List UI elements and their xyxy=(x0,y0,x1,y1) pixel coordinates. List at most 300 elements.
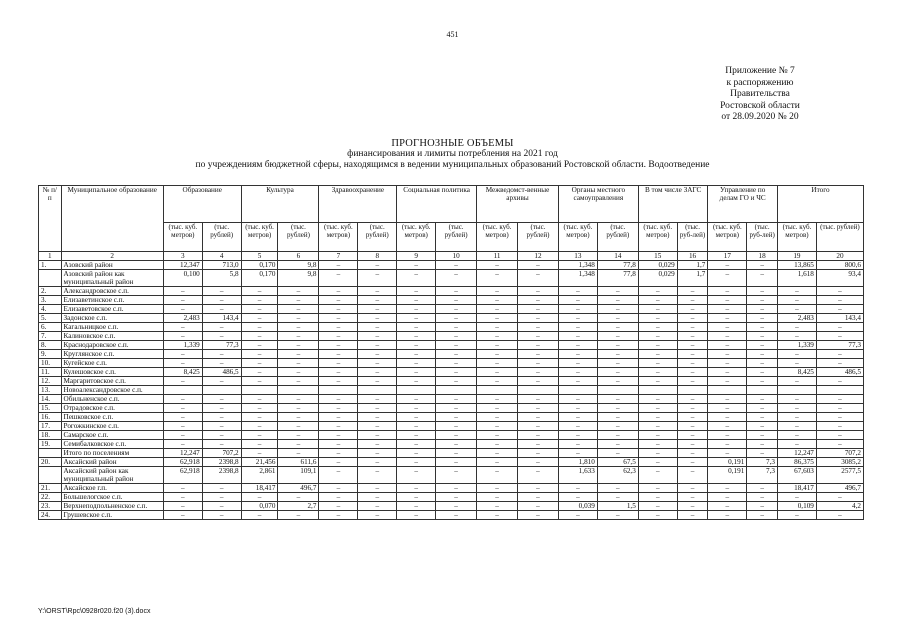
table-cell: – xyxy=(597,511,638,520)
table-cell: – xyxy=(202,404,241,413)
column-number: 14 xyxy=(597,252,638,261)
table-cell: – xyxy=(358,377,397,386)
table-row xyxy=(39,323,864,332)
table-cell: – xyxy=(477,261,518,270)
table-cell: – xyxy=(319,270,358,287)
table-cell: 12,247 xyxy=(777,449,816,458)
table-cell: – xyxy=(278,404,319,413)
table-cell: – xyxy=(319,458,358,467)
table-cell: – xyxy=(319,359,358,368)
table-row xyxy=(39,386,864,395)
table-cell: – xyxy=(319,502,358,511)
table-cell: – xyxy=(677,314,708,323)
table-row xyxy=(39,296,864,305)
table-cell: – xyxy=(558,422,597,431)
row-number xyxy=(39,449,62,458)
table-cell: – xyxy=(358,332,397,341)
table-cell: – xyxy=(397,359,436,368)
table-cell: – xyxy=(558,323,597,332)
table-cell xyxy=(477,386,518,395)
table-cell: – xyxy=(319,377,358,386)
table-cell: – xyxy=(597,341,638,350)
table-cell: 0,191 xyxy=(708,467,747,484)
table-cell: – xyxy=(202,422,241,431)
municipality-name: Обильненское с.п. xyxy=(61,395,163,404)
table-cell: – xyxy=(518,413,559,422)
table-cell: – xyxy=(397,431,436,440)
table-cell: – xyxy=(708,413,747,422)
table-cell xyxy=(816,386,863,395)
table-cell: – xyxy=(358,431,397,440)
column-number: 6 xyxy=(278,252,319,261)
row-number: 12. xyxy=(39,377,62,386)
table-cell: – xyxy=(202,395,241,404)
table-cell: – xyxy=(397,511,436,520)
table-cell: – xyxy=(638,332,677,341)
table-cell: – xyxy=(677,305,708,314)
table-cell: – xyxy=(358,287,397,296)
table-cell: – xyxy=(278,287,319,296)
table-cell: – xyxy=(816,296,863,305)
table-cell: – xyxy=(358,323,397,332)
table-cell xyxy=(436,386,477,395)
table-cell: 2,861 xyxy=(241,467,278,484)
table-cell xyxy=(163,386,202,395)
table-cell: – xyxy=(278,296,319,305)
table-cell: – xyxy=(397,261,436,270)
table-cell: – xyxy=(708,314,747,323)
municipality-name: Калиновское с.п. xyxy=(61,332,163,341)
table-cell: – xyxy=(558,314,597,323)
table-cell: – xyxy=(397,305,436,314)
table-cell: 1,7 xyxy=(677,270,708,287)
table-cell: – xyxy=(163,359,202,368)
table-cell: – xyxy=(777,431,816,440)
table-cell: – xyxy=(597,305,638,314)
table-cell: – xyxy=(319,413,358,422)
table-cell: – xyxy=(278,431,319,440)
table-cell: 62,918 xyxy=(163,467,202,484)
table-row xyxy=(39,332,864,341)
table-cell: – xyxy=(202,323,241,332)
table-cell: – xyxy=(518,368,559,377)
table-cell: 2398,8 xyxy=(202,458,241,467)
municipality-name: Итого по поселениям xyxy=(61,449,163,458)
table-row xyxy=(39,261,864,270)
table-cell: – xyxy=(241,287,278,296)
table-cell: – xyxy=(397,323,436,332)
table-cell: – xyxy=(436,350,477,359)
table-cell: – xyxy=(747,350,778,359)
table-cell: – xyxy=(816,440,863,449)
appendix-block xyxy=(695,66,825,124)
table-cell: – xyxy=(558,511,597,520)
table-cell: – xyxy=(708,287,747,296)
table-cell: – xyxy=(638,502,677,511)
table-cell: – xyxy=(777,287,816,296)
table-row xyxy=(39,493,864,502)
table-row xyxy=(39,377,864,386)
column-number: 3 xyxy=(163,252,202,261)
table-cell: – xyxy=(518,261,559,270)
table-cell: – xyxy=(518,341,559,350)
table-cell: – xyxy=(477,484,518,493)
table-cell: – xyxy=(518,431,559,440)
table-cell: – xyxy=(677,449,708,458)
table-cell: – xyxy=(518,404,559,413)
table-cell: 1,339 xyxy=(163,341,202,350)
table-cell: – xyxy=(477,404,518,413)
table-cell: – xyxy=(278,341,319,350)
table-cell: – xyxy=(638,404,677,413)
table-cell: 611,6 xyxy=(278,458,319,467)
table-cell: – xyxy=(436,440,477,449)
table-cell: – xyxy=(163,511,202,520)
table-row xyxy=(39,350,864,359)
table-cell: – xyxy=(477,422,518,431)
table-cell: – xyxy=(241,332,278,341)
table-cell xyxy=(677,386,708,395)
table-cell: – xyxy=(241,341,278,350)
table-cell: – xyxy=(708,449,747,458)
table-cell: – xyxy=(358,493,397,502)
table-cell: – xyxy=(436,458,477,467)
table-cell: – xyxy=(708,261,747,270)
table-cell: – xyxy=(202,350,241,359)
table-cell: – xyxy=(747,493,778,502)
column-number: 20 xyxy=(816,252,863,261)
table-cell: – xyxy=(518,359,559,368)
table-cell: – xyxy=(677,511,708,520)
table-cell: – xyxy=(677,493,708,502)
table-cell: 62,3 xyxy=(597,467,638,484)
table-cell: 1,5 xyxy=(597,502,638,511)
table-cell: 0,039 xyxy=(558,502,597,511)
table-cell: – xyxy=(777,350,816,359)
table-cell: – xyxy=(518,502,559,511)
table-cell: – xyxy=(708,422,747,431)
table-cell: – xyxy=(477,305,518,314)
column-number: 16 xyxy=(677,252,708,261)
table-cell: – xyxy=(518,270,559,287)
table-cell: – xyxy=(477,502,518,511)
header-unit: (тыс. рублей) xyxy=(816,223,863,252)
table-cell: – xyxy=(638,413,677,422)
table-cell: – xyxy=(436,467,477,484)
table-cell: – xyxy=(518,467,559,484)
data-table xyxy=(38,185,864,520)
table-cell: – xyxy=(278,359,319,368)
table-cell: – xyxy=(747,484,778,493)
table-row xyxy=(39,467,864,484)
table-row xyxy=(39,341,864,350)
table-cell: – xyxy=(436,332,477,341)
table-row xyxy=(39,449,864,458)
table-cell: – xyxy=(518,422,559,431)
table-cell: – xyxy=(638,287,677,296)
header-unit: (тыс. рублей) xyxy=(278,223,319,252)
table-cell: – xyxy=(708,484,747,493)
table-cell: – xyxy=(597,368,638,377)
table-cell: – xyxy=(319,493,358,502)
table-cell: – xyxy=(436,511,477,520)
table-cell: – xyxy=(436,502,477,511)
header-unit: (тыс. куб. метров) xyxy=(319,223,358,252)
table-cell: – xyxy=(558,332,597,341)
table-cell xyxy=(202,386,241,395)
table-row xyxy=(39,502,864,511)
row-number: 18. xyxy=(39,431,62,440)
header-group: Межведомст-венные архивы xyxy=(477,186,559,223)
table-cell: – xyxy=(241,511,278,520)
table-cell: 8,425 xyxy=(163,368,202,377)
table-cell: – xyxy=(436,413,477,422)
table-cell: – xyxy=(777,404,816,413)
table-cell: – xyxy=(319,484,358,493)
header-group: Итого xyxy=(777,186,863,223)
table-cell: – xyxy=(708,431,747,440)
row-number: 1. xyxy=(39,261,62,270)
table-cell: – xyxy=(319,350,358,359)
table-cell: – xyxy=(436,422,477,431)
table-cell: 9,8 xyxy=(278,261,319,270)
table-cell: – xyxy=(816,287,863,296)
table-cell: – xyxy=(358,314,397,323)
table-cell: – xyxy=(747,377,778,386)
table-cell: – xyxy=(597,350,638,359)
table-cell: 7,3 xyxy=(747,458,778,467)
table-cell: – xyxy=(358,484,397,493)
table-cell: – xyxy=(777,440,816,449)
table-cell: – xyxy=(319,422,358,431)
table-cell: – xyxy=(477,440,518,449)
table-cell: – xyxy=(558,440,597,449)
table-cell: – xyxy=(202,287,241,296)
table-cell: – xyxy=(677,484,708,493)
table-cell xyxy=(397,386,436,395)
header-unit: (тыс. куб. метров) xyxy=(397,223,436,252)
table-cell: – xyxy=(436,270,477,287)
table-cell: – xyxy=(163,305,202,314)
header-group: В том числе ЗАГС xyxy=(638,186,708,223)
table-cell: – xyxy=(816,359,863,368)
table-cell: – xyxy=(358,404,397,413)
table-cell: 713,0 xyxy=(202,261,241,270)
table-cell: – xyxy=(747,511,778,520)
table-cell xyxy=(597,386,638,395)
table-cell: – xyxy=(747,323,778,332)
table-cell: 0,170 xyxy=(241,261,278,270)
table-cell: – xyxy=(708,305,747,314)
header-group: Образование xyxy=(163,186,241,223)
table-cell: – xyxy=(677,502,708,511)
table-cell: 77,8 xyxy=(597,270,638,287)
table-cell: – xyxy=(397,467,436,484)
table-cell: – xyxy=(397,395,436,404)
table-cell: – xyxy=(278,511,319,520)
table-cell: – xyxy=(319,287,358,296)
table-cell: – xyxy=(747,502,778,511)
table-cell: – xyxy=(319,440,358,449)
table-cell: – xyxy=(638,314,677,323)
table-cell: – xyxy=(358,502,397,511)
header-unit: (тыс. куб. метров) xyxy=(708,223,747,252)
table-cell: – xyxy=(163,493,202,502)
table-cell: – xyxy=(319,449,358,458)
table-cell: – xyxy=(319,323,358,332)
municipality-name: Задонское с.п. xyxy=(61,314,163,323)
column-number: 1 xyxy=(39,252,62,261)
table-cell: – xyxy=(558,493,597,502)
table-cell: – xyxy=(241,359,278,368)
table-cell: – xyxy=(518,314,559,323)
municipality-name: Аксайский район xyxy=(61,458,163,467)
table-cell: – xyxy=(319,305,358,314)
row-number: 22. xyxy=(39,493,62,502)
table-cell: – xyxy=(319,314,358,323)
table-cell: – xyxy=(202,413,241,422)
municipality-name: Новоалександровское с.п. xyxy=(61,386,163,395)
table-cell: – xyxy=(597,296,638,305)
table-cell: – xyxy=(319,296,358,305)
table-cell: – xyxy=(358,270,397,287)
header-unit: (тыс. куб. метров) xyxy=(163,223,202,252)
table-cell: – xyxy=(708,395,747,404)
table-cell: – xyxy=(558,287,597,296)
row-number xyxy=(39,270,62,287)
appendix-line: Правительства xyxy=(730,89,790,99)
table-cell: – xyxy=(278,305,319,314)
table-cell: – xyxy=(436,493,477,502)
municipality-name: Кагальницкое с.п. xyxy=(61,323,163,332)
table-cell: – xyxy=(358,359,397,368)
table-cell: 2,7 xyxy=(278,502,319,511)
column-number: 9 xyxy=(397,252,436,261)
table-cell: – xyxy=(518,484,559,493)
header-group: Здравоохранение xyxy=(319,186,397,223)
table-cell: – xyxy=(518,350,559,359)
table-cell: 2398,8 xyxy=(202,467,241,484)
table-cell: – xyxy=(319,395,358,404)
header-unit: (тыс. куб. метров) xyxy=(777,223,816,252)
table-cell: – xyxy=(638,296,677,305)
table-cell: – xyxy=(358,395,397,404)
table-cell: – xyxy=(278,314,319,323)
table-cell: 12,347 xyxy=(163,261,202,270)
table-cell: 1,348 xyxy=(558,270,597,287)
table-cell: – xyxy=(597,404,638,413)
table-cell: – xyxy=(358,413,397,422)
municipality-name: Азовский район xyxy=(61,261,163,270)
table-cell: – xyxy=(436,287,477,296)
table-cell: – xyxy=(241,404,278,413)
table-cell: – xyxy=(163,413,202,422)
table-cell: – xyxy=(518,511,559,520)
row-number: 7. xyxy=(39,332,62,341)
table-cell: 1,339 xyxy=(777,341,816,350)
table-cell: – xyxy=(558,484,597,493)
row-number: 13. xyxy=(39,386,62,395)
table-cell: 0,191 xyxy=(708,458,747,467)
table-cell: – xyxy=(638,350,677,359)
table-cell: – xyxy=(163,440,202,449)
table-cell: – xyxy=(777,511,816,520)
table-row xyxy=(39,287,864,296)
table-cell: 0,100 xyxy=(163,270,202,287)
table-cell: – xyxy=(477,493,518,502)
table-cell: – xyxy=(436,368,477,377)
appendix-line: Ростовской области xyxy=(720,100,800,111)
table-cell: – xyxy=(163,323,202,332)
table-cell: 21,456 xyxy=(241,458,278,467)
table-cell: 1,633 xyxy=(558,467,597,484)
table-cell: – xyxy=(518,332,559,341)
header-unit: (тыс. рублей) xyxy=(358,223,397,252)
table-cell: – xyxy=(436,431,477,440)
table-cell: – xyxy=(816,422,863,431)
header-unit: (тыс. рублей) xyxy=(202,223,241,252)
table-cell: – xyxy=(597,422,638,431)
row-number: 15. xyxy=(39,404,62,413)
table-cell: 13,865 xyxy=(777,261,816,270)
column-number: 5 xyxy=(241,252,278,261)
table-cell: 0,029 xyxy=(638,270,677,287)
municipality-name: Маргаритовское с.п. xyxy=(61,377,163,386)
column-number: 17 xyxy=(708,252,747,261)
table-cell: – xyxy=(708,350,747,359)
row-number: 21. xyxy=(39,484,62,493)
table-cell xyxy=(241,386,278,395)
column-number: 19 xyxy=(777,252,816,261)
table-cell: – xyxy=(241,440,278,449)
table-cell: – xyxy=(202,305,241,314)
table-cell: – xyxy=(319,467,358,484)
municipality-name: Аксайское г.п. xyxy=(61,484,163,493)
table-cell: 496,7 xyxy=(278,484,319,493)
table-cell: – xyxy=(518,296,559,305)
table-cell: – xyxy=(597,332,638,341)
table-cell: 486,5 xyxy=(816,368,863,377)
header-group: Управление по делам ГО и ЧС xyxy=(708,186,778,223)
table-cell: – xyxy=(708,296,747,305)
table-cell: – xyxy=(397,493,436,502)
table-cell: – xyxy=(597,359,638,368)
table-cell: – xyxy=(202,440,241,449)
row-number: 19. xyxy=(39,440,62,449)
row-number: 24. xyxy=(39,511,62,520)
table-cell: 77,3 xyxy=(202,341,241,350)
table-cell: – xyxy=(358,296,397,305)
row-number: 6. xyxy=(39,323,62,332)
table-cell: – xyxy=(558,431,597,440)
table-cell: 0,070 xyxy=(241,502,278,511)
table-cell: – xyxy=(202,493,241,502)
table-cell: – xyxy=(677,404,708,413)
table-cell: – xyxy=(397,440,436,449)
table-cell: – xyxy=(358,368,397,377)
row-number: 8. xyxy=(39,341,62,350)
table-cell: – xyxy=(747,305,778,314)
table-cell: – xyxy=(477,332,518,341)
table-cell: – xyxy=(747,341,778,350)
table-cell: – xyxy=(677,467,708,484)
table-cell: – xyxy=(436,404,477,413)
table-cell: – xyxy=(677,431,708,440)
table-cell: – xyxy=(677,413,708,422)
municipality-name: Самарское с.п. xyxy=(61,431,163,440)
table-cell: – xyxy=(358,341,397,350)
table-cell: – xyxy=(518,440,559,449)
